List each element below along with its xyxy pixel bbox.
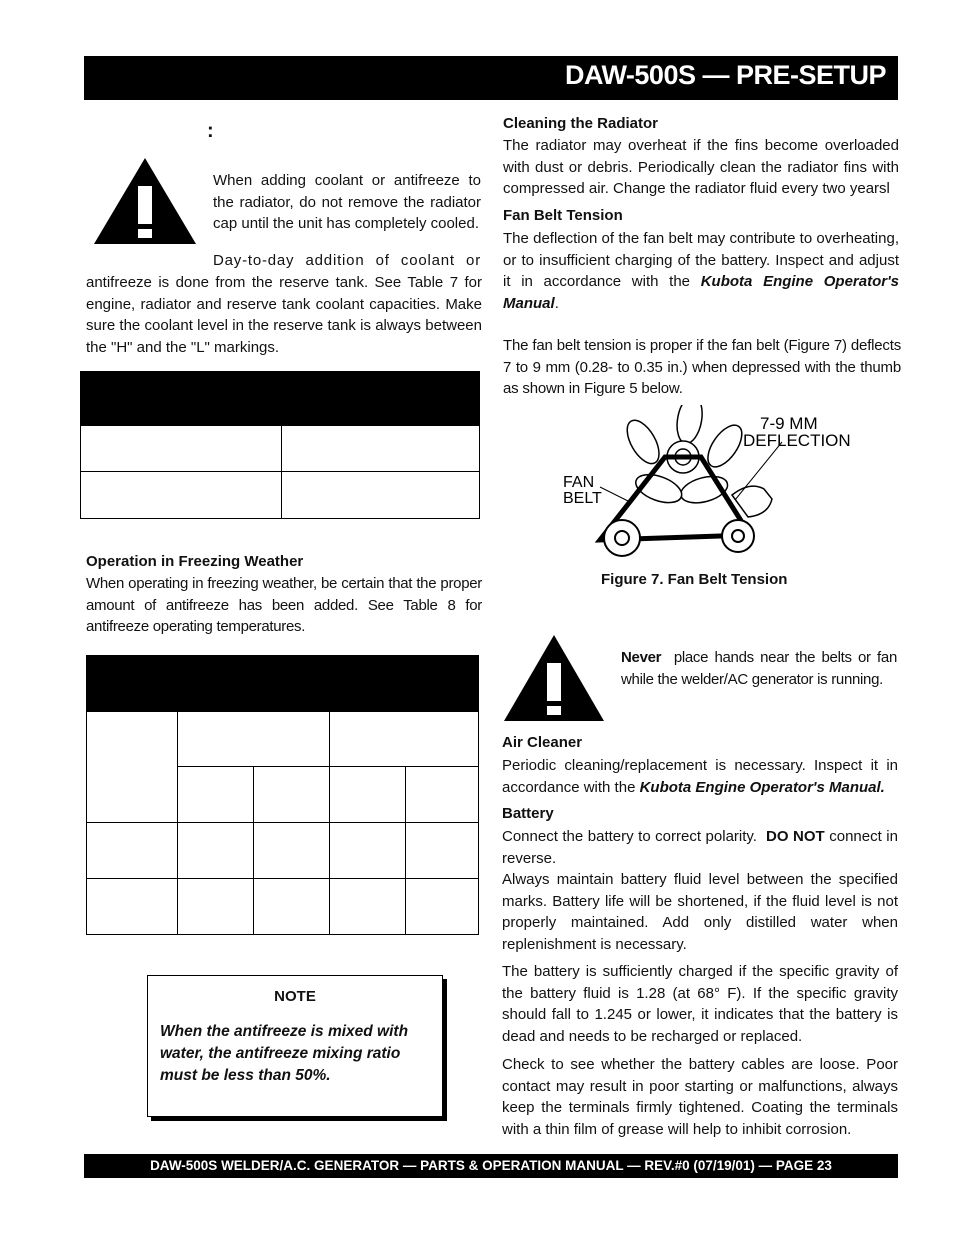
- table7-cell: [282, 426, 480, 472]
- battery-text-1: [502, 826, 898, 869]
- table8-cell: [178, 767, 254, 823]
- table8-cell: [330, 879, 406, 935]
- table8-cell: [330, 712, 479, 767]
- table8-cell: [87, 879, 178, 935]
- coolant-body-text: antifreeze is done from the reserve tank. See Table 7 for engine, radiator and reserve tank coolant capacities. Make sure the coolant level in the reserve tank is always between the "H" and the "L" markings.: [86, 274, 482, 356]
- aircleaner-body: Periodic cleaning/replacement is necessary. Inspect it in accordance with the: [502, 757, 898, 796]
- table8-cell: [330, 767, 406, 823]
- warning-icon: [502, 633, 606, 723]
- coolant-warning-text: When adding coolant or antifreeze to the radiator, do not remove the radiator cap until the unit has completely cooled.: [213, 172, 481, 232]
- table8-cell: [406, 767, 479, 823]
- fan-belt-figure: [560, 405, 880, 563]
- table8-cell: [178, 879, 254, 935]
- freezing-text: When operating in freezing weather, be certain that the proper amount of antifreeze has been added. See Table 8 for antifreeze operating temperatures.: [86, 575, 482, 635]
- page-title: DAW-500S — PRE-SETUP: [564, 60, 886, 90]
- battery-text-3: The battery is sufficiently charged if the specific gravity of the battery fluid is 1.28 (at 68° F). If the specific gravity should fall to 1.245 or lower, it indicates that the battery is dead and needs to be recharged or replaced.: [502, 963, 898, 1045]
- table8-cell: [87, 823, 178, 879]
- battery-heading: Battery: [502, 805, 554, 822]
- label-deflection-1: 7-9 MM: [760, 414, 818, 433]
- fanbelt-tension-text: The fan belt tension is proper if the fan belt (Figure 7) deflects 7 to 9 mm (0.28- to 0.35 in.) when depressed with the thumb as shown in Figure 5 below.: [503, 337, 901, 397]
- figure-caption: Figure 7. Fan Belt Tension: [601, 571, 788, 588]
- aircleaner-text: [502, 755, 898, 798]
- table7-cell: [282, 472, 480, 519]
- never-text: place hands near the belts or fan while the welder/AC generator is running.: [621, 649, 897, 688]
- note-body: When the antifreeze is mixed with water, the antifreeze mixing ratio must be less than 50%.: [160, 1023, 409, 1084]
- table7-cell: [81, 472, 282, 519]
- table8-cell: [330, 823, 406, 879]
- table7: [80, 425, 480, 519]
- table8-cell: [406, 879, 479, 935]
- warning-icon: [92, 156, 198, 246]
- label-belt: BELT: [563, 490, 602, 507]
- fanbelt-period: .: [554, 294, 559, 312]
- table8-header: [86, 655, 479, 711]
- fanbelt-manual-ref: Kubota Engine Operator's Manual: [503, 273, 900, 312]
- table8-cell: [87, 712, 178, 823]
- table8-cell: [178, 712, 330, 767]
- table8-cell: [406, 823, 479, 879]
- header-bar: [84, 56, 898, 100]
- radiator-text: The radiator may overheat if the fins become overloaded with dust or debris. Periodically clean the radiator fins with compressed air. Change the radiator fluid every two yearsl: [503, 137, 899, 197]
- section-colon: :: [207, 120, 214, 142]
- freezing-heading: Operation in Freezing Weather: [86, 553, 304, 570]
- aircleaner-manual-ref: Kubota Engine Operator's Manual.: [639, 778, 885, 796]
- fanbelt-text-body: The deflection of the fan belt may contribute to overheating, or to insufficient charging of the battery. Inspect and adjust it in accordance with the: [503, 230, 899, 290]
- note-title: NOTE: [274, 988, 316, 1005]
- table8-cell: [254, 879, 330, 935]
- battery-text-4: Check to see whether the battery cables are loose. Poor contact may result in poor starting or malfunctions, always keep the terminals firmly tightened. Coating the terminals with a thin film of grease will help to inhibit corrosion.: [502, 1056, 898, 1138]
- aircleaner-heading: Air Cleaner: [502, 734, 583, 751]
- battery-text-2: Always maintain battery fluid level between the specified marks. Battery life will be shortened, if the fluid level is not properly maintained. Add only distilled water when replenishment is necessary.: [502, 871, 898, 953]
- fanbelt-heading: Fan Belt Tension: [503, 207, 623, 224]
- label-fan: FAN: [563, 474, 595, 491]
- radiator-heading: Cleaning the Radiator: [503, 115, 659, 132]
- table8-cell: [254, 767, 330, 823]
- battery-text-1a: Connect the battery to correct polarity.: [502, 828, 757, 845]
- fanbelt-text: [503, 228, 899, 314]
- table8-cell: [254, 823, 330, 879]
- battery-do-not: DO NOT: [766, 828, 825, 845]
- note-box: [147, 975, 443, 1117]
- coolant-lead-text: Day-to-day addition of coolant or: [213, 252, 481, 269]
- battery-text-1c: connect in reverse.: [502, 828, 898, 867]
- never-warning-text: [621, 647, 897, 690]
- table7-cell: [81, 426, 282, 472]
- never-bold: Never: [621, 649, 662, 666]
- label-deflection-2: DEFLECTION: [743, 431, 851, 450]
- table7-header: [80, 371, 480, 425]
- table8-cell: [178, 823, 254, 879]
- footer-bar: DAW-500S WELDER/A.C. GENERATOR — PARTS & OPERATION MANUAL — REV.#0 (07/19/01) — PAGE 23: [84, 1154, 898, 1178]
- table8: [86, 711, 479, 935]
